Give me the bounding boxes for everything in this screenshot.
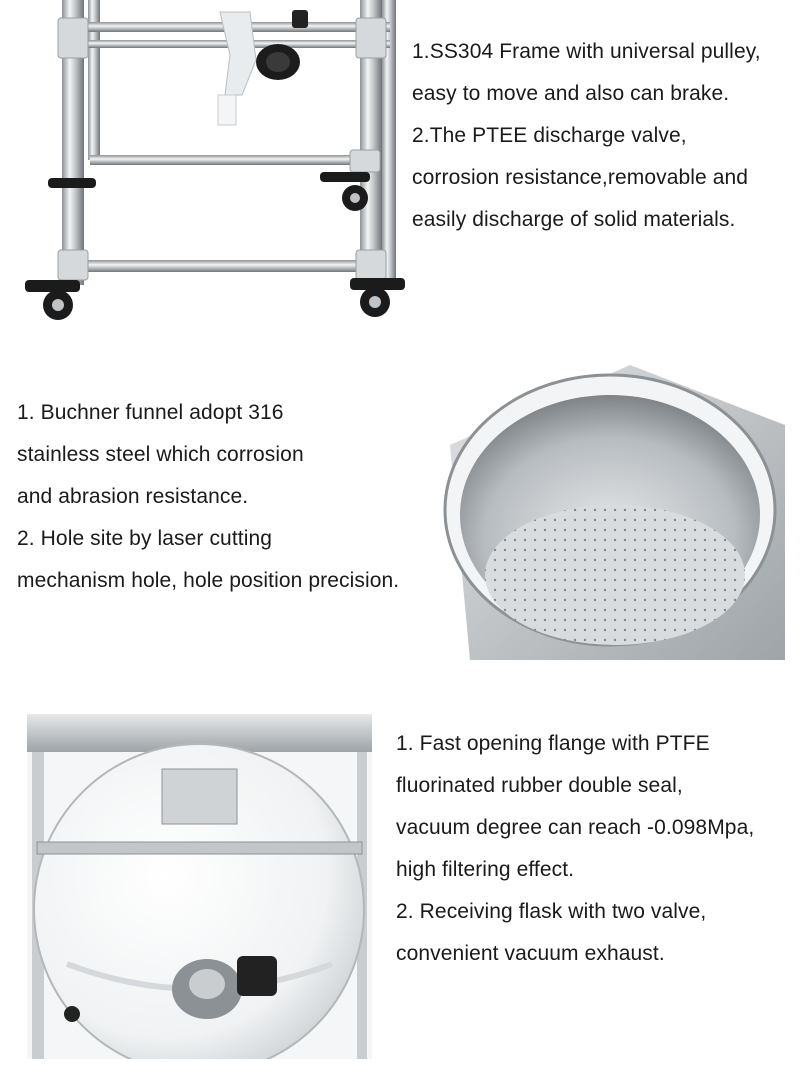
- text-line: mechanism hole, hole position precision.: [17, 569, 400, 592]
- text-line: 2. Hole site by laser cutting: [17, 527, 273, 550]
- buchner-funnel-description: [17, 392, 399, 602]
- receiving-flask-description: [396, 723, 754, 975]
- buchner-funnel-photo: [440, 365, 785, 660]
- text-line: vacuum degree can reach -0.098Mpa,: [396, 816, 755, 839]
- text-line: 2.The PTEE discharge valve,: [412, 124, 687, 147]
- frame-section: [0, 0, 800, 340]
- text-line: convenient vacuum exhaust.: [396, 942, 665, 965]
- frame-with-pulley-wheels-photo: [20, 0, 410, 330]
- receiving-flask-photo: [27, 714, 372, 1059]
- text-line: and abrasion resistance.: [17, 485, 249, 508]
- text-line: 1. Fast opening flange with PTFE: [396, 732, 710, 755]
- text-line: corrosion resistance,removable and: [412, 166, 749, 189]
- text-line: easily discharge of solid materials.: [412, 208, 736, 231]
- text-line: easy to move and also can brake.: [412, 82, 730, 105]
- text-line: 1. Buchner funnel adopt 316: [17, 401, 284, 424]
- text-line: 1.SS304 Frame with universal pulley,: [412, 40, 761, 63]
- text-line: stainless steel which corrosion: [17, 443, 304, 466]
- buchner-funnel-section: [0, 360, 800, 670]
- text-line: fluorinated rubber double seal,: [396, 774, 683, 797]
- receiving-flask-section: [0, 700, 800, 1072]
- text-line: 2. Receiving flask with two valve,: [396, 900, 707, 923]
- frame-description: [412, 31, 761, 241]
- text-line: high filtering effect.: [396, 858, 575, 881]
